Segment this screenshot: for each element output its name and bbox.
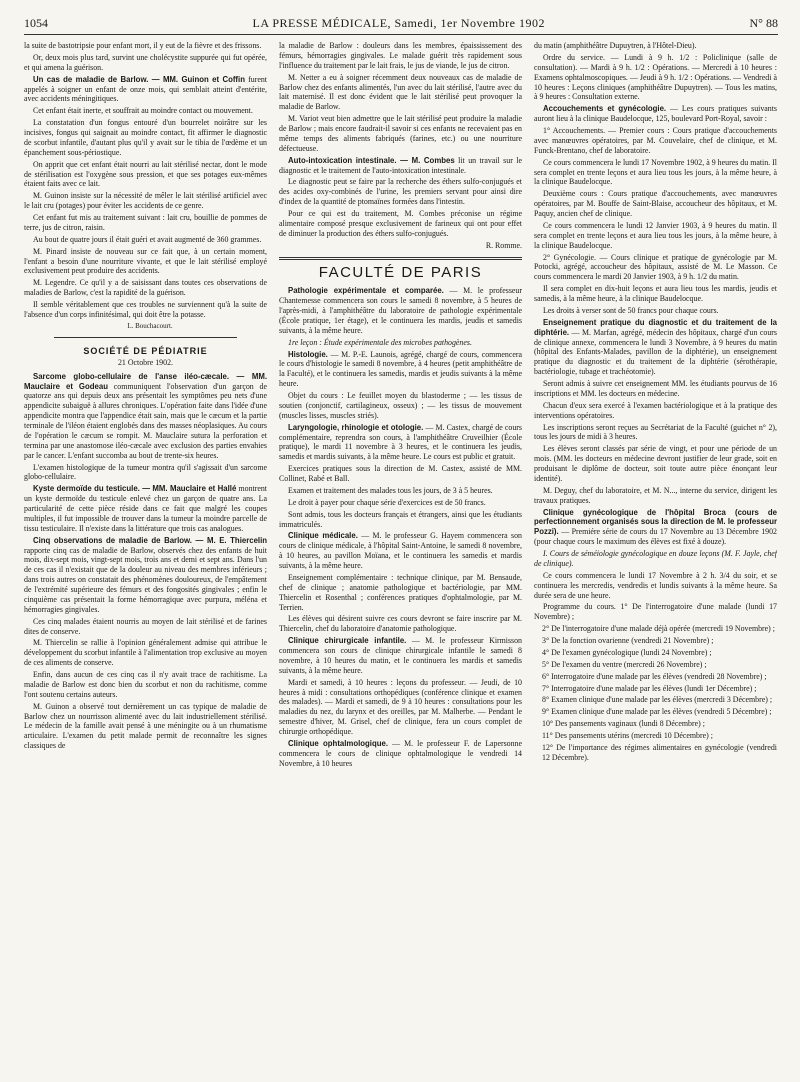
list-item: 11° Des pansements utérins (mercredi 10 Décembre) ; [542, 731, 713, 740]
columns [24, 41, 778, 1081]
list-item: 9° Examen clinique d'une malade par les élèves (vendredi 5 Décembre) ; [542, 707, 772, 717]
article-heading: Auto-intoxication intestinale. — M. Combes [288, 155, 455, 165]
paragraph: Ce cours commencera le lundi 17 Novembre à 2 h. 3/4 du soir, et se continuera les mercredis, vendredis et lundis suivants à la même heure. Sa durée sera de une heure. [534, 570, 777, 600]
paragraph: 2° Gynécologie. — Cours clinique et pratique de gynécologie par M. Potocki, agrégé, accoucheur des hôpitaux, assisté de M. Le Masson. Ce cours commencera le mardi 20 Janvier 1903, à 9 h. 1/2 du matin. [534, 252, 777, 282]
paragraph: Ordre du service. — Lundi à 9 h. 1/2 : Policlinique (salle de consultation). — Mardi à 9 h. 1/2 : Opérations. — Mercredi à 10 heures : Examens ophtalmoscopiques. — Jeudi à 9 h. 1/2 : Opérations. — Vendredi à 10 heures : Leçons cliniques (amphithéâtre Dupuytren). — Tous les matins, à 9 heures : Consultation externe. [534, 52, 777, 102]
issue-number: N° 88 [749, 16, 778, 30]
article-kyste [24, 484, 267, 533]
paragraph: M. Legendre. Ce qu'il y a de saisissant dans toutes ces observations de maladies de Barlow, c'est la rapidité de la guérison. [24, 278, 267, 298]
paragraph: — M. le professeur G. Hayem commencera son cours de clinique médicale, à l'hôpital Saint-Antoine, le samedi 8 novembre, à 10 heures, au pavillon Moïana, et le continuera les samedis et mardis suivants, à la même heure. [279, 531, 522, 570]
page-header [24, 16, 778, 35]
paragraph: L'examen histologique de la tumeur montra qu'il s'agissait d'un sarcome globo-cellulaire. [24, 462, 267, 482]
paragraph: Il semble véritablement que ces troubles ne surviennent qu'à la suite de l'absence d'un corps infinitésimal, qui doit être la potasse. [24, 300, 267, 319]
paragraph: — Les cours pratiques suivants auront lieu à la clinique Baudelocque, 125, boulevard Port-Royal, savoir : [534, 104, 777, 124]
list-item: 12° De l'importance des régimes alimentaires en gynécologie (vendredi 12 Décembre). [542, 742, 777, 762]
paragraph: Exercices pratiques sous la direction de M. Castex, assisté de MM. Collinet, Rabé et Ball. [279, 464, 522, 483]
paragraph: Examen et traitement des malades tous les jours, de 3 à 5 heures. [288, 485, 493, 495]
article-heading: Clinique chirurgicale infantile. [288, 636, 407, 646]
list-item: 6° Interrogatoire d'une malade par les élèves (vendredi 28 Novembre) ; [542, 671, 767, 681]
list-item: 7° Interrogatoire d'une malade par les élèves (lundi 1er Décembre) ; [542, 683, 757, 693]
paragraph: montrent un kyste dermoïde du testicule enlevé chez un garçon de quatre ans. La particularité de cette pièce réside dans ce fait que malgré les coupes multiples, il fut impossible de trouver dans la tumeur la moindre parcelle de tissu testiculaire. Il n'existe dans la littérature que trois cas analogues. [24, 484, 267, 533]
article-auto-intoxication [279, 156, 522, 176]
paragraph: 1° Accouchements. — Premier cours : Cours pratique d'accouchements avec manœuvres opératoires, par M. Couvelaire, chef de clinique, et M. Funck-Brentano, chef de laboratoire. [534, 126, 777, 155]
paragraph: — M. Castex, chargé de cours complémentaire, reprendra son cours, à l'amphithéâtre Cruveilhier (École pratique), le mardi 11 novembre à 3 heures, et le continuera les jeudis, samedis et mardis suivants, à la même heure. Le cours est public et gratuit. [279, 422, 522, 462]
paragraph: I. Cours de séméiologie gynécologique en douze leçons (M. F. Jayle, chef de clinique). [534, 549, 777, 568]
article-heading: Clinique gynécologique de l'hôpital Broca (cours de perfectionnement organisés sous la direction de M. le professeur Pozzi). [534, 507, 777, 537]
paragraph: la maladie de Barlow : douleurs dans les membres, épaississement des fémurs, hémorragies gingivales. Le malade guérit très rapidement sous l'influence du traitement par le lait frais, le jus de viande, le jus de citron. [279, 41, 522, 70]
paragraph: la suite de bastotripsie pour enfant mort, il y eut de la fièvre et des frissons. [24, 41, 262, 50]
list-item: 4° De l'examen gynécologique (lundi 24 Novembre) ; [542, 647, 712, 657]
paragraph: On apprit que cet enfant était nourri au lait stérilisé nectar, dont le mode de stérilisation est l'oxygène sous pression, et que ses potages eux-mêmes étaient faits avec ce lait. [24, 159, 267, 189]
paragraph: Les inscriptions seront reçues au Secrétariat de la Faculté (guichet n° 2), tous les jours de midi à 3 heures. [534, 422, 777, 442]
section-title: SOCIÉTÉ DE PÉDIATRIE [83, 345, 208, 356]
paragraph: Chacun d'eux sera exercé à l'examen bactériologique et à la pratique des interventions opératoires. [534, 400, 777, 420]
column-2 [279, 41, 522, 1081]
list-item: 10° Des pansements vaginaux (lundi 8 Décembre) ; [542, 719, 705, 729]
article-guinon [24, 75, 267, 105]
article-heading: Kyste dermoïde du testicule. — MM. Mauclaire et Hallé [33, 484, 237, 494]
paragraph: Sont admis, tous les docteurs français et étrangers, ainsi que les étudiants immatriculés. [279, 509, 522, 529]
paragraph: M. Variot veut bien admettre que le lait stérilisé peut produire la maladie de Barlow ; mais encore faudrait-il savoir si ces enfants ne recevaient pas en même temps des aliments fabriqués (farines, etc.) ou une nourriture défectueuse. [279, 114, 522, 153]
list-item: 8° Examen clinique d'une malade par les élèves (mercredi 3 Décembre) ; [542, 695, 773, 705]
paragraph: Au bout de quatre jours il était guéri et avait augmenté de 360 grammes. [33, 234, 262, 244]
paragraph: Cet enfant fut mis au traitement suivant : lait cru, bouillie de pommes de terre, jus de citron, raisin. [24, 213, 267, 232]
paragraph: lit un travail sur le diagnostic et le traitement de l'auto-intoxication intestinale. [279, 155, 522, 175]
paragraph: M. Deguy, chef du laboratoire, et M. N..., interne du service, dirigent les travaux pratiques. [534, 485, 777, 505]
article-heading: Enseignement pratique du diagnostic et du traitement de la diphtérie. [534, 317, 777, 337]
section-date: 21 Octobre 1902. [117, 357, 173, 367]
divider [279, 257, 522, 260]
article-pathologie [279, 286, 522, 335]
signature: R. Romme. [485, 240, 522, 250]
paragraph: Ces cinq malades étaient nourris au moyen de lait stérilisé et de farines dites de conserve. [24, 616, 267, 636]
paragraph: Mardi et samedi, à 10 heures : leçons du professeur. — Jeudi, de 10 heures à midi : consultations orthopédiques (conférence clinique et examen des malades). — Mardi et samedi, de 9 à 10 heures : consultations pour les maladies du nez, du larynx et des oreilles, par M. Malherbe. — Pendant le semestre d'hiver, M. Grisel, chef de clinique, fera un cours complet de chirurgie orthopédique. [279, 677, 522, 736]
program-list [534, 624, 777, 763]
paragraph: Le droit à payer pour chaque série d'exercices est de 50 francs. [288, 497, 486, 507]
article-sarcome [24, 372, 267, 461]
paragraph: Seront admis à suivre cet enseignement MM. les étudiants pourvus de 16 inscriptions et MM. les docteurs en médecine. [534, 379, 777, 398]
paragraph: M. Pinard insiste de nouveau sur ce fait que, à un certain moment, l'enfant a besoin d'une nourriture vivante, et que le lait stérilisé employé exclusivement peut produire des accidents. [24, 246, 267, 276]
paragraph: M. Netter a eu à soigner récemment deux nouveaux cas de maladie de Barlow chez des enfants alimentés, l'un avec du lait stérilisé, l'autre avec du lait maternisé. Il est donc évident que le lait stérilisé peut provoquer la maladie de Barlow. [279, 72, 522, 112]
article-heading: Laryngologie, rhinologie et otologie. [288, 422, 424, 432]
paragraph: Il sera complet en dix-huit leçons et aura lieu tous les mardis, jeudis et samedis, à la même heure, à la clinique Baudelocque. [534, 284, 777, 303]
paragraph: — M. P.-E. Launois, agrégé, chargé de cours, commencera le cours d'histologie le samedi 8 novembre, à 4 heures (petit amphithéâtre de la Faculté), et le continuera les samedis, mardis et jeudis suivants à la même heure. [279, 349, 522, 389]
page-number: 1054 [24, 16, 48, 30]
column-3 [534, 41, 777, 1081]
paragraph: Enseignement complémentaire : technique clinique, par M. Bensaude, chef de clinique ; anatomie pathologique et bactériologie, par MM. Thiercelin et Rosenthal ; conférences pratiques d'ophtalmologie, par M. Terrien. [279, 572, 522, 612]
paragraph: — Premiére série de cours du 17 Novembre au 13 Décembre 1902 (pour chaque cours le maximum des élèves est fixé à douze). [534, 527, 777, 547]
paragraph: Le diagnostic peut se faire par la recherche des éthers sulfo-conjugués et des acides oxy-combinés de l'urine, les premiers servant pour ainsi dire d'index de la quantité de ptomaïnes formées dans l'intestin. [279, 177, 522, 207]
paragraph: Ce cours commencera le lundi 12 Janvier 1903, à 9 heures du matin. Il sera complet en trente leçons et aura lieu tous les jours, à la même heure, à la clinique Baudelocque. [534, 220, 777, 250]
paragraph: Les élèves seront classés par série de vingt, et pour une période de un mois. (MM. les docteurs en médecine devront justifier de leur grade, soit en produisant le diplôme de docteur, soit toute autre pièce énonçant leur identité). [534, 444, 777, 483]
paragraph: M. Thiercelin se rallie à l'opinion généralement admise qui attribue le développement du scorbut infantile à l'alimentation trop exclusive au moyen de ces aliments de conserve. [24, 638, 267, 668]
article-heading: Un cas de maladie de Barlow. — MM. Guinon et Coffin [33, 74, 245, 84]
article-heading: Clinique ophtalmologique. [288, 738, 388, 748]
paragraph: Enfin, dans aucun de ces cinq cas il n'y avait trace de rachitisme. La maladie de Barlow est donc bien du scorbut et non du rachitisme, comme l'ont soutenu certains auteurs. [24, 670, 267, 699]
paragraph: Programme du cours. 1° De l'interrogatoire d'une malade (lundi 17 Novembre) ; [534, 602, 777, 622]
paragraph: 1re leçon : Étude expérimentale des microbes pathogènes. [288, 337, 472, 347]
paragraph: Cet enfant était inerte, et souffrait au moindre contact ou mouvement. [33, 106, 253, 116]
article-broca [534, 508, 777, 548]
paragraph: rapporte cinq cas de maladie de Barlow, observés chez des enfants de huit mois, dix-sept mois, vingt-sept mois, trois ans et demi et sept ans. Dans l'un de ces cas il n'existait que de la douleur au niveau des membres inférieurs ; dans trois autres on constatait des phénomènes douloureux, de l'empâtement de l'extrémité supérieure des fémurs et des fongosités gingivales ; enfin le cinquième cas présentait la forme hémorragique avec purpura, méléna et hémorragies gingivales. [24, 545, 267, 614]
article-histologie [279, 350, 522, 390]
paragraph: Les élèves qui désirent suivre ces cours devront se faire inscrire par M. Thiercelin, chef du laboratoire d'anatomie pathologique. [279, 614, 522, 634]
paragraph: Or, deux mois plus tard, survint une cholécystite suppurée qui fut opérée, et qui amena la guérison. [24, 52, 267, 72]
paragraph: furent appelés à soigner un enfant de onze mois, qui semblait atteint d'entérite, avec accidents méningitiques. [24, 74, 267, 104]
article-laryngologie [279, 423, 522, 463]
article-heading: Histologie. [288, 349, 328, 359]
paragraph: Les droits à verser sont de 50 francs pour chaque cours. [543, 305, 719, 315]
paragraph: — M. le professeur F. de Lapersonne commencera le cours de clinique ophtalmologique le vendredi 14 Novembre, à 10 heures [279, 738, 522, 768]
signature: L. Bouchacourt. [127, 321, 173, 330]
paragraph: communiquent l'observation d'un garçon de quatorze ans qui depuis deux ans présentait les symptômes peu nets d'une appendicite subaiguë à allures chroniques. L'opération faite dans l'idée d'une appendicite montra que l'appendice était sain, mais que le cæcum et la partie terminale de l'iléon étaient englobés dans des masses néoplasiques. Au cours de l'opération le cæcum se rompit. M. Mauclaire sutura la perforation et termina par une anastomose iléo-cæcale avec exclusion des parties envahies par le cancer. L'enfant succomba au bout de trente-six heures. [24, 381, 267, 460]
paragraph: M. Guinon a observé tout dernièrement un cas typique de maladie de Barlow chez un nourrisson alimenté avec du lait industriellement stérilisé. Le médecin de la famille avait pensé à une méningite ou à un rhumatisme articulaire. L'examen du petit malade permit de reconnaître les signes classiques de [24, 701, 267, 751]
list-item: 3° De la fonction ovarienne (vendredi 21 Novembre) ; [542, 636, 714, 645]
paragraph: Objet du cours : Le feuillet moyen du blastoderme ; — les tissus de soutien (conjonctif, cartilagineux, osseux) ; — les tissus de mouvement (muscles lisses, muscles striés). [279, 391, 522, 420]
paragraph: M. Guinon insiste sur la nécessité de mêler le lait stérilisé artificiel avec le lait cru (potages) pour éviter les accidents de ce genre. [24, 191, 267, 211]
paragraph: — M. Marfan, agrégé, médecin des hôpitaux, chargé d'un cours de clinique annexe, commencera le lundi 3 Novembre, à 9 heures du matin (hôpital des Enfants-Malades, pavillon de la diphtérie), un enseignement pratique du diagnostic et du traitement de la diphtérie (sérothérapie, bactériologie, tubage et trachéotomie). [534, 327, 777, 377]
article-heading: Pathologie expérimentale et comparée. [288, 286, 444, 296]
article-heading: Sarcome globo-cellulaire de l'anse iléo-cæcale. — MM. Mauclaire et Godeau [24, 371, 267, 391]
journal-title: LA PRESSE MÉDICALE, Samedi, 1er Novembre 1902 [252, 16, 545, 30]
article-cinq-observations [24, 536, 267, 615]
article-accouchements [534, 104, 777, 124]
list-item: 5° De l'examen du ventre (mercredi 26 Novembre) ; [542, 659, 707, 669]
article-clinique-chirurgicale [279, 636, 522, 676]
paragraph: — M. le professeur Kirmisson commencera son cours de clinique chirurgicale infantile le samedi 8 novembre, à 10 heures du matin, et le continuera les mardis et samedis suivants, à la même heure. [279, 636, 522, 675]
divider [54, 337, 237, 338]
article-diphterie [534, 318, 777, 377]
list-item: 2° De l'interrogatoire d'une malade déjà opérée (mercredi 19 Novembre) ; [542, 624, 775, 634]
paragraph: Pour ce qui est du traitement, M. Combes préconise un régime alimentaire composé presque exclusivement de farineux qui ont pour effet de diminuer la production des éthers sulfo-conjugués. [279, 209, 522, 238]
article-clinique-ophtalmologique [279, 739, 522, 769]
paragraph: Deuxième cours : Cours pratique d'accouchements, avec manœuvres opératoires, par M. Bouffe de Saint-Blaise, accoucheur des hôpitaux, et M. Paquy, ancien chef de clinique. [534, 189, 777, 218]
article-clinique-medicale [279, 531, 522, 571]
article-heading: Clinique médicale. [288, 531, 358, 541]
paragraph: du matin (amphithéâtre Dupuytren, à l'Hôtel-Dieu). [534, 41, 697, 50]
paragraph: — M. le professeur Chantemesse commencera son cours le samedi 8 novembre, à 5 heures de l'après-midi, à l'amphithéâtre du laboratoire de pathologie expérimentale (École pratique, 1er étage), et le continuera les mardis, jeudis et samedis suivants, à la même heure. [279, 286, 522, 335]
section-title: FACULTÉ DE PARIS [318, 263, 483, 281]
column-1 [24, 41, 267, 1081]
article-heading: Accouchements et gynécologie. [543, 104, 667, 114]
paragraph: La constatation d'un fongus entouré d'un bourrelet noirâtre sur les incisives, fongus qui saignait au moindre contact, fit affirmer le diagnostic de scorbut infantile, d'autant plus qu'il y avait sur le tibia de l'œdème et un épanchement sous-périostique. [24, 118, 267, 157]
paragraph: Ce cours commencera le lundi 17 Novembre 1902, à 9 heures du matin. Il sera complet en trente leçons et aura lieu tous les jours, à la même heure, à la clinique Baudelocque. [534, 157, 777, 187]
article-heading: Cinq observations de maladie de Barlow. — M. E. Thiercelin [33, 535, 267, 545]
